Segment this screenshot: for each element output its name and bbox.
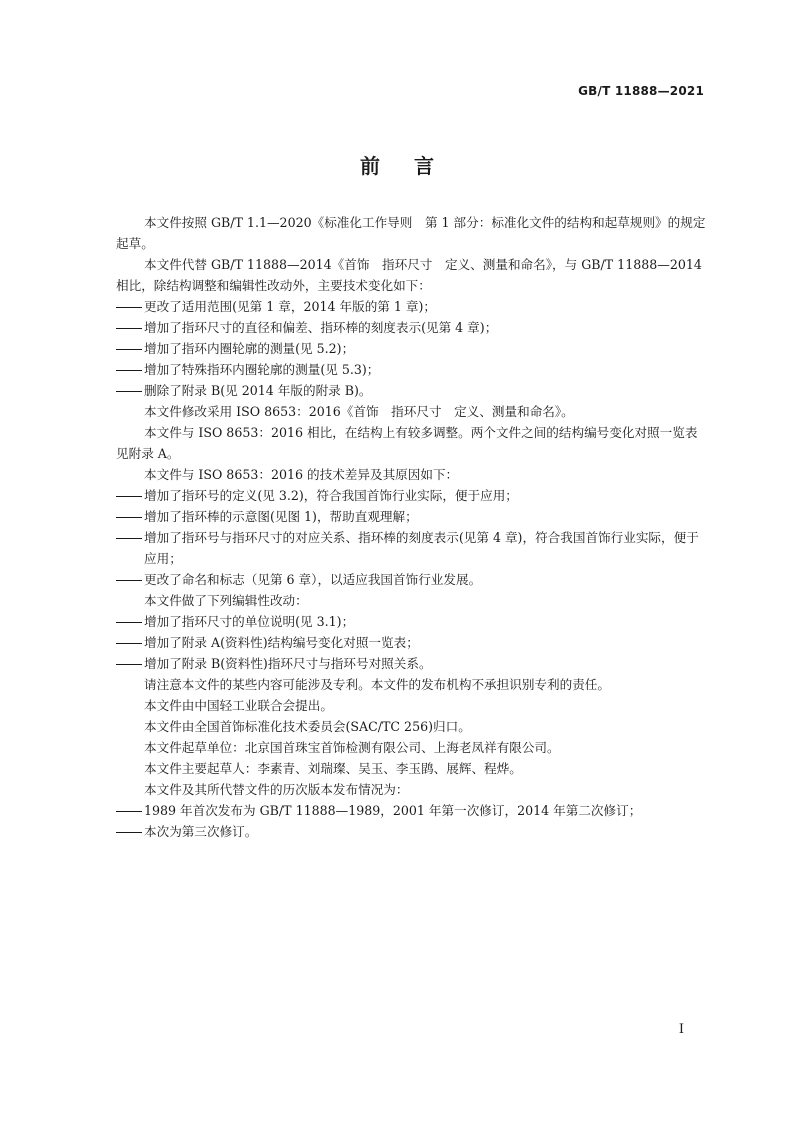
paragraph: 本文件由中国轻工业联合会提出。 (144, 698, 333, 713)
document-body (116, 212, 709, 842)
dash-marker (116, 821, 144, 842)
dash-marker (116, 632, 144, 653)
list-item (116, 800, 709, 821)
paragraph: 本文件按照 GB/T 1.1—2020《标准化工作导则 第 1 部分：标准化文件的结构和起草规则》的规定起草。 (116, 215, 706, 251)
paragraph: 本文件代替 GB/T 11888—2014《首饰 指环尺寸 定义、测量和命名》，与 GB/T 11888—2014 相比，除结构调整和编辑性改动外，主要技术变化如下： (116, 257, 702, 293)
paragraph: 本文件由全国首饰标准化技术委员会(SAC/TC 256)归口。 (144, 719, 471, 734)
list-item (116, 821, 709, 842)
list-item-text: 增加了指环尺寸的直径和偏差、指环棒的刻度表示(见第 4 章)； (144, 320, 498, 335)
list-item-text: 1989 年首次发布为 GB/T 11888—1989，2001 年第一次修订，2014 年第二次修订； (144, 803, 642, 818)
list-item (116, 527, 709, 569)
dash-marker (116, 527, 144, 548)
list-item (116, 569, 709, 590)
list-item-text: 删除了附录 B(见 2014 年版的附录 B)。 (144, 383, 372, 398)
list-item-text: 本次为第三次修订。 (144, 824, 258, 839)
dash-marker (116, 569, 144, 590)
paragraph: 本文件及其所代替文件的历次版本发布情况为： (144, 782, 409, 797)
list-item (116, 359, 709, 380)
page-number: I (678, 1022, 684, 1037)
list-item-text: 增加了指环号与指环尺寸的对应关系、指环棒的刻度表示(见第 4 章)，符合我国首饰行业实际，便于应用； (144, 530, 699, 566)
paragraph: 请注意本文件的某些内容可能涉及专利。本文件的发布机构不承担识别专利的责任。 (144, 677, 610, 692)
dash-marker (116, 317, 144, 338)
list-item-text: 增加了指环号的定义(见 3.2)，符合我国首饰行业实际，便于应用； (144, 488, 518, 503)
list-item-text: 更改了适用范围(见第 1 章，2014 年版的第 1 章)； (144, 299, 437, 314)
list-item (116, 338, 709, 359)
list-item (116, 485, 709, 506)
list-item-text: 增加了附录 B(资料性)指环尺寸与指环号对照关系。 (144, 656, 432, 671)
list-item (116, 506, 709, 527)
list-item (116, 380, 709, 401)
paragraph: 本文件起草单位：北京国首珠宝首饰检测有限公司、上海老凤祥有限公司。 (144, 740, 560, 755)
paragraph: 本文件主要起草人：李素青、刘瑞璨、吴玉、李玉鹍、展辉、程烨。 (144, 761, 522, 776)
paragraph: 本文件与 ISO 8653：2016 相比，在结构上有较多调整。两个文件之间的结构编号变化对照一览表见附录 A。 (116, 425, 698, 461)
list-item (116, 317, 709, 338)
list-item-text: 更改了命名和标志（见第 6 章），以适应我国首饰行业发展。 (144, 572, 482, 587)
page-title: 前言 (360, 154, 468, 178)
paragraph: 本文件做了下列编辑性改动： (144, 593, 308, 608)
list-item-text: 增加了指环尺寸的单位说明(见 3.1)； (144, 614, 355, 629)
dash-marker (116, 506, 144, 527)
list-item (116, 611, 709, 632)
list-item-text: 增加了指环内圈轮廓的测量(见 5.2)； (144, 341, 355, 356)
dash-marker (116, 800, 144, 821)
list-item-text: 增加了指环棒的示意图(见图 1)，帮助直观理解； (144, 509, 418, 524)
paragraph: 本文件修改采用 ISO 8653：2016《首饰 指环尺寸 定义、测量和命名》。 (144, 404, 574, 419)
dash-marker (116, 485, 144, 506)
list-item-text: 增加了附录 A(资料性)结构编号变化对照一览表； (144, 635, 419, 650)
list-item-text: 增加了特殊指环内圈轮廓的测量(见 5.3)； (144, 362, 380, 377)
dash-marker (116, 359, 144, 380)
dash-marker (116, 611, 144, 632)
dash-marker (116, 380, 144, 401)
list-item (116, 296, 709, 317)
paragraph: 本文件与 ISO 8653：2016 的技术差异及其原因如下： (144, 467, 459, 482)
list-item (116, 632, 709, 653)
dash-marker (116, 296, 144, 317)
dash-marker (116, 653, 144, 674)
dash-marker (116, 338, 144, 359)
list-item (116, 653, 709, 674)
standard-number: GB/T 11888—2021 (578, 84, 704, 98)
